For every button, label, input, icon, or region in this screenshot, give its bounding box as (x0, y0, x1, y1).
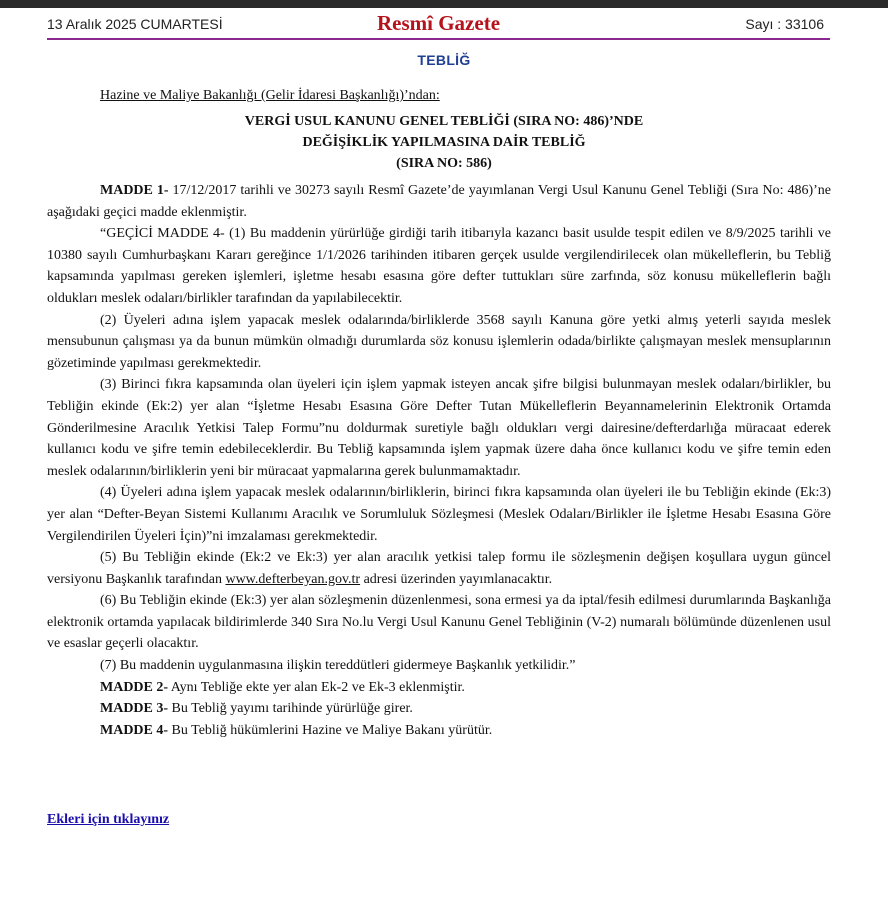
article-3-text: Bu Tebliğ yayımı tarihinde yürürlüğe girer. (168, 701, 413, 717)
paragraph-3: (3) Birinci fıkra kapsamında olan üyeleri için işlem yapmak isteyen ancak şifre bilgisi bulunmayan meslek odaları/birlikler, bu Tebliğin ekinde (Ek:2) yer alan “İşletme Hesabı Esasına Göre Defter Tutan Mükelleflerin Beyannamelerinin Elektronik Ortamda Gönderilmesine Aracılık Yetkisi Talep Formu”nu doldurmak suretiyle bağlı oldukları vergi dairesine/defterdarlığa müracaat ederek kullanıcı kodu ve şifre temin edebileceklerdir. Bu Tebliğ kapsamında işlem yapmak üzere daha önce kullanıcı kodu ve şifre temin eden meslek odalarının/birliklerin yeni bir müracaat yapmalarına gerek bulunmamaktadır. (47, 377, 831, 479)
article-1-label: MADDE 1- (100, 183, 169, 198)
document-title (0, 111, 888, 174)
top-bar (0, 0, 888, 8)
document-title-line-2: DEĞİŞİKLİK YAPILMASINA DAİR TEBLİĞ (302, 135, 586, 150)
article-4-label: MADDE 4- (100, 722, 169, 738)
article-3 (47, 698, 831, 720)
paragraph-5-text-a: (5) Bu Tebliğin ekinde (Ek:2 ve Ek:3) yer alan aracılık yetkisi talep formu ile sözleşmenin değişen koşullara uygun güncel versiyonu Başkanlık tarafından (47, 550, 831, 587)
paragraph-5 (47, 547, 831, 590)
header-divider (47, 38, 830, 40)
issue-number: Sayı : 33106 (745, 16, 824, 32)
paragraph-2: (2) Üyeleri adına işlem yapacak meslek odalarında/birliklerde 3568 sayılı Kanuna göre yetki almış yeterli sayıda meslek mensubunun çalışması ya da bunun mümkün olmadığı durumlarda söz konusu işlemlerin odada/birlikte çalışmayan meslek mensuplarının gözetiminde yapılması gerekmektedir. (47, 312, 831, 371)
article-1 (47, 180, 831, 223)
article-4 (47, 720, 831, 742)
issuing-authority: Hazine ve Maliye Bakanlığı (Gelir İdaresi Başkanlığı)’ndan: (100, 88, 440, 103)
document-body (47, 180, 831, 741)
article-4-text: Bu Tebliğ hükümlerini Hazine ve Maliye Bakanı yürütür. (168, 722, 493, 738)
issue-date: 13 Aralık 2025 CUMARTESİ (47, 16, 223, 32)
article-2-label: MADDE 2- (100, 679, 169, 695)
defterbeyan-link[interactable]: www.defterbeyan.gov.tr (225, 571, 361, 587)
article-3-label: MADDE 3- (100, 701, 169, 717)
paragraph-7: (7) Bu maddenin uygulanmasına ilişkin tereddütleri gidermeye Başkanlık yetkilidir.” (100, 658, 576, 674)
gazette-header (47, 12, 830, 38)
document-title-line-1: VERGİ USUL KANUNU GENEL TEBLİĞİ (SIRA NO: 486)’NDE (244, 114, 644, 129)
article-1-text: 17/12/2017 tarihli ve 30273 sayılı Resmî Gazete’de yayımlanan Vergi Usul Kanunu Genel Tebliği (Sıra No: 486)’ne aşağıdaki geçici madde eklenmiştir. (47, 183, 831, 220)
article-2-text: Aynı Tebliğe ekte yer alan Ek-2 ve Ek-3 eklenmiştir. (168, 679, 465, 695)
attachments-link[interactable]: Ekleri için tıklayınız (47, 812, 170, 827)
paragraph-6: (6) Bu Tebliğin ekinde (Ek:3) yer alan sözleşmenin düzenlenmesi, sona ermesi ya da iptal/fesih edilmesi durumlarında Başkanlığa elektronik ortamda yapılacak bildirimlerde 340 Sıra No.lu Vergi Usul Kanunu Genel Tebliğinin (V-2) numaralı bölümünde düzenlenen usul ve esaslar geçerli olacaktır. (47, 593, 831, 652)
gazette-title: Resmî Gazete (376, 11, 501, 35)
provisional-article-paragraph-1: “GEÇİCİ MADDE 4- (1) Bu maddenin yürürlüğe girdiği tarih itibarıyla kazancı basit usulde tespit edilen ve 8/9/2025 tarihli ve 10380 sayılı Cumhurbaşkanı Kararı gereğince 1/1/2026 tarihinden itibaren gerçek usulde vergilendirilecek olan mükelleflerin, bu Tebliğ kapsamında yapılması gereken işlemleri, işletme hesabı esasına göre defter tuttukları süre zarfında, söz konusu mükelleflerin bağlı oldukları meslek odaları/birlikler tarafından da yapılabilecektir. (47, 226, 831, 306)
paragraph-5-text-b: adresi üzerinden yayımlanacaktır. (360, 571, 553, 587)
paragraph-4: (4) Üyeleri adına işlem yapacak meslek odalarının/birliklerin, birinci fıkra kapsamında olan üyeleri ile bu Tebliğin ekinde (Ek:3) yer alan “Defter-Beyan Sistemi Kullanımı Aracılık ve Sorumluluk Sözleşmesi (Meslek Odaları/Birlikler ile İşletme Hesabı Esasına Göre Vergilendirilen Üyeleri İçin)”ni imzalaması gerekmektedir. (47, 485, 831, 544)
article-2 (47, 677, 831, 699)
document-title-line-3: (SIRA NO: 586) (396, 156, 492, 171)
section-title: TEBLİĞ (417, 52, 471, 68)
